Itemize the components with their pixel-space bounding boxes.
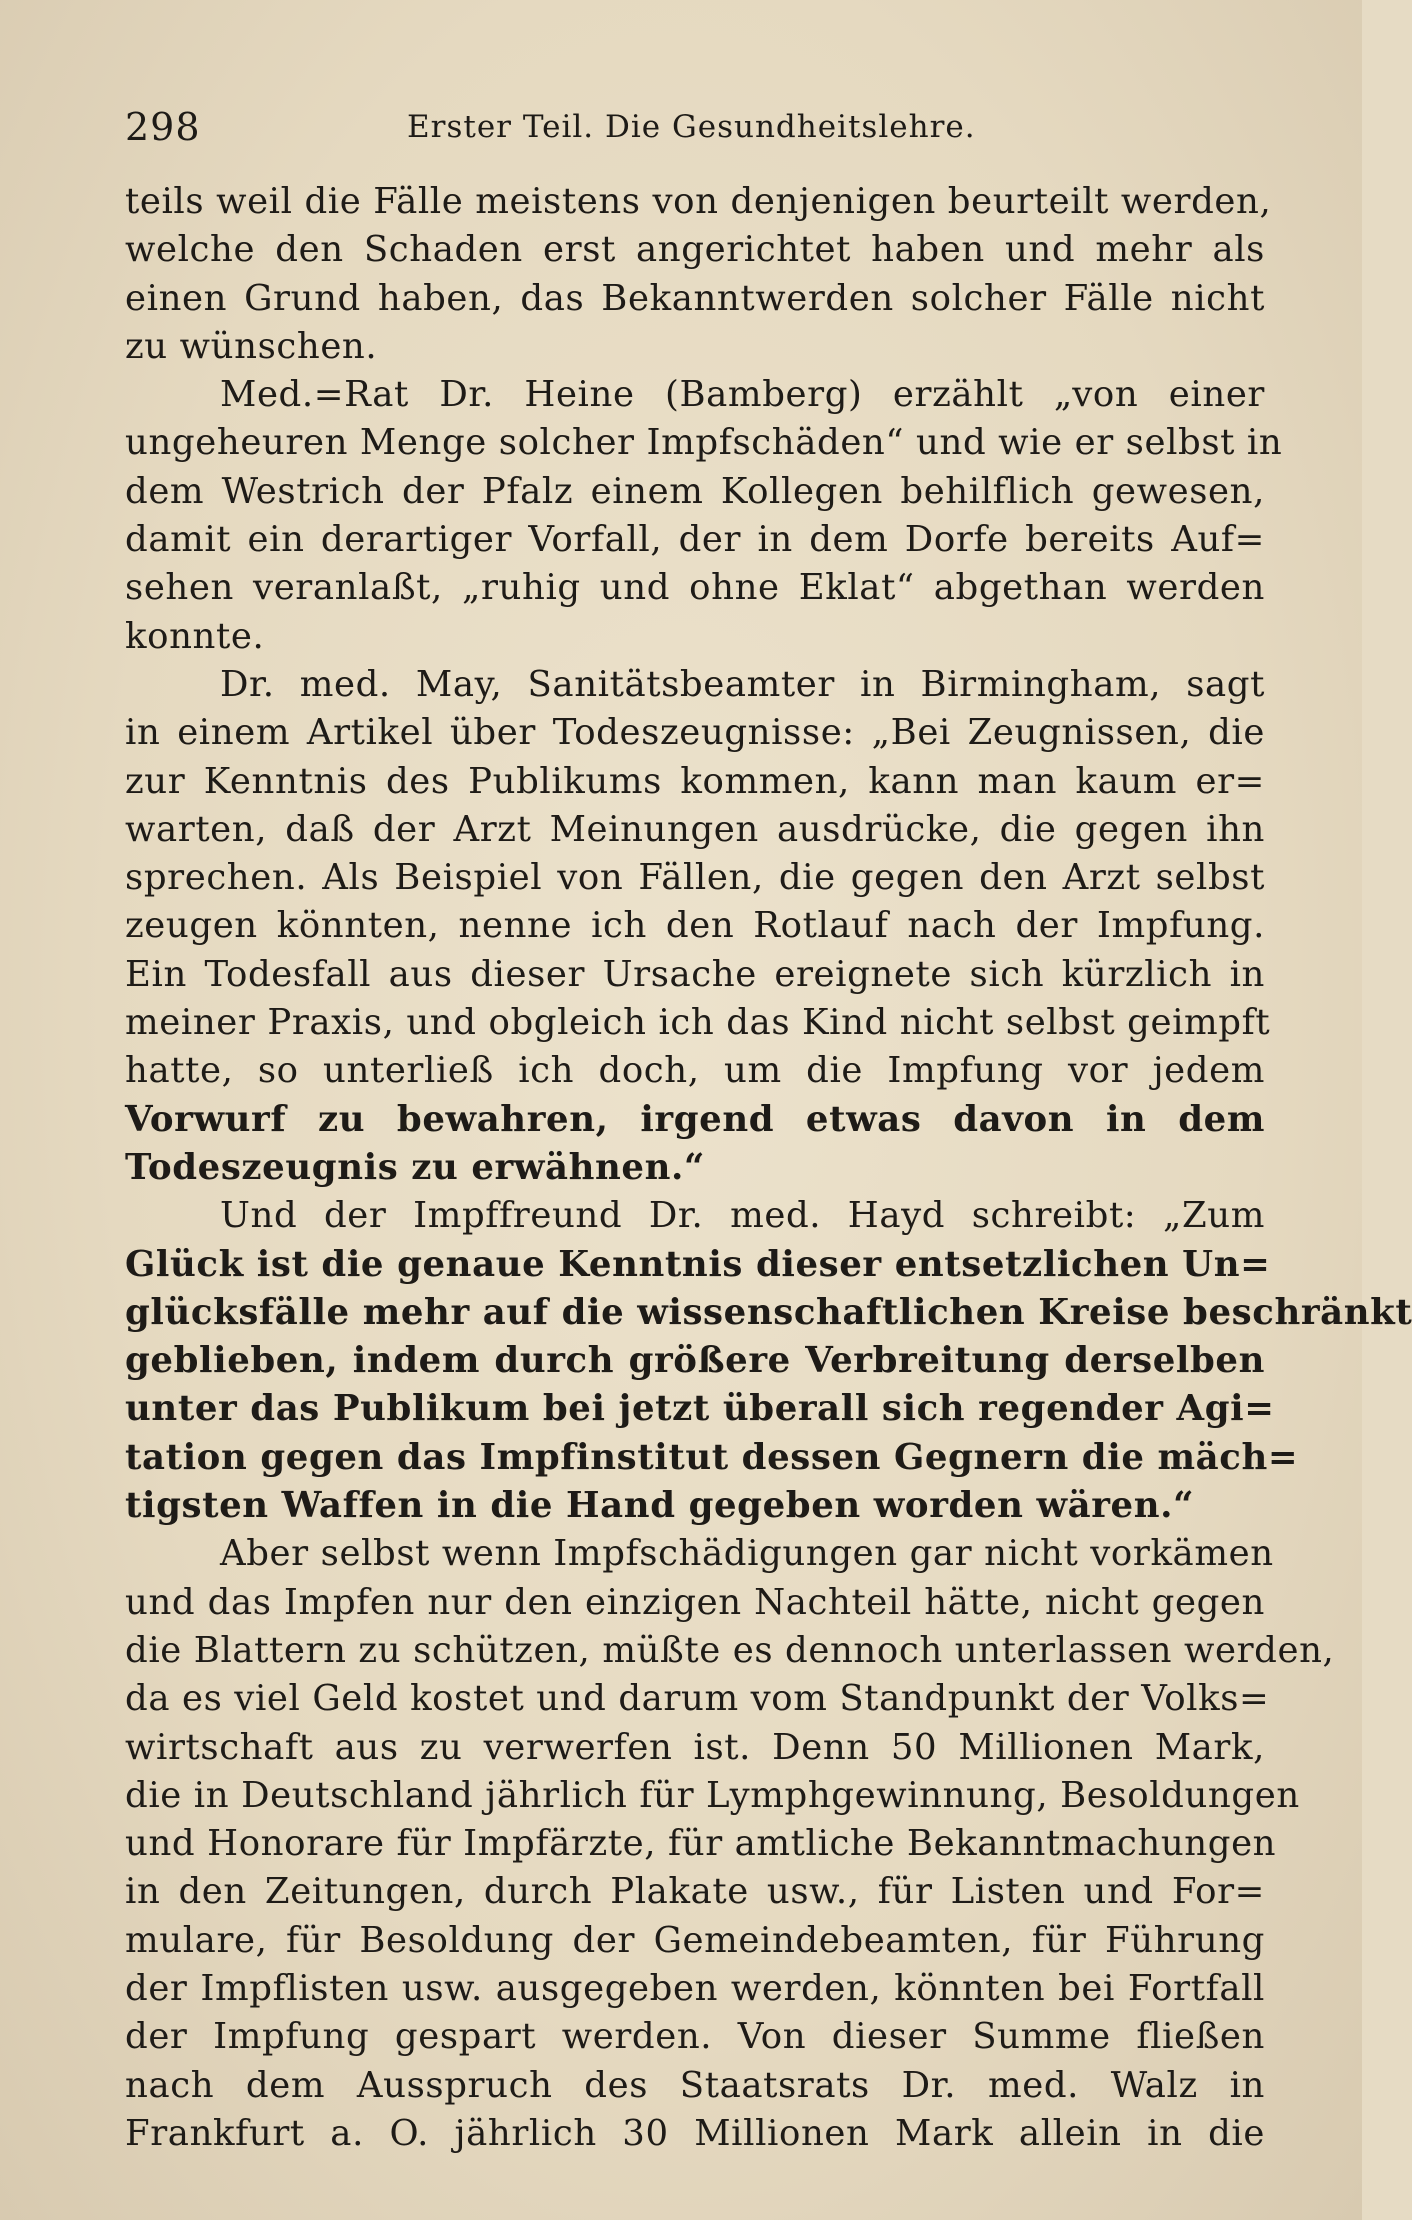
text-line: in einem Artikel über Todeszeugnisse: „Bei Zeugnissen, die [125, 712, 1265, 754]
text-line: geblieben, indem durch größere Verbreitung derselben [125, 1340, 1265, 1382]
text-line: Vorwurf zu bewahren, irgend etwas davon in dem [125, 1098, 1265, 1140]
text-line: Aber selbst wenn Impfschädigungen gar nicht vorkämen [220, 1533, 1274, 1575]
text-line: die in Deutschland jährlich für Lymphgewinnung, Besoldungen [125, 1774, 1300, 1816]
text-line: damit ein derartiger Vorfall, der in dem Dorfe bereits Auf= [125, 519, 1265, 561]
text-line: in den Zeitungen, durch Plakate usw., für Listen und For= [125, 1871, 1265, 1913]
text-line: ungeheuren Menge solcher Impfschäden“ und wie er selbst in [125, 422, 1283, 464]
text-line: zeugen könnten, nenne ich den Rotlauf nach der Impfung. [125, 905, 1265, 947]
text-line: glücksfälle mehr auf die wissenschaftlichen Kreise beschränkt [125, 1291, 1412, 1333]
text-line: Frankfurt a. O. jährlich 30 Millionen Mark allein in die [125, 2112, 1265, 2154]
text-line: mulare, für Besoldung der Gemeindebeamten, für Führung [125, 1919, 1265, 1961]
text-line: nach dem Ausspruch des Staatsrats Dr. med. Walz in [125, 2064, 1265, 2106]
text-line: konnte. [125, 615, 265, 657]
text-line: einen Grund haben, das Bekanntwerden solcher Fälle nicht [125, 277, 1265, 319]
text-line: Glück ist die genaue Kenntnis dieser entsetzlichen Un= [125, 1243, 1271, 1285]
text-line: der Impflisten usw. ausgegeben werden, könnten bei Fortfall [125, 1967, 1265, 2009]
text-line: sehen veranlaßt, „ruhig und ohne Eklat“ abgethan werden [125, 567, 1265, 609]
running-head: Erster Teil. Die Gesundheitslehre. [407, 109, 976, 145]
text-line: der Impfung gespart werden. Von dieser Summe fließen [125, 2016, 1265, 2058]
text-line: hatte, so unterließ ich doch, um die Impfung vor jedem [125, 1050, 1265, 1092]
text-line: Und der Impffreund Dr. med. Hayd schreibt: „Zum [220, 1195, 1265, 1237]
text-line: wirtschaft aus zu verwerfen ist. Denn 50 Millionen Mark, [125, 1726, 1265, 1768]
text-line: Med.=Rat Dr. Heine (Bamberg) erzählt „von einer [220, 374, 1265, 416]
text-line: da es viel Geld kostet und darum vom Standpunkt der Volks= [125, 1678, 1270, 1720]
page-number: 298 [125, 105, 201, 149]
text-line: dem Westrich der Pfalz einem Kollegen behilflich gewesen, [125, 470, 1265, 512]
text-line: welche den Schaden erst angerichtet haben und mehr als [125, 229, 1265, 271]
text-line: Dr. med. May, Sanitätsbeamter in Birmingham, sagt [220, 663, 1265, 705]
text-line: die Blattern zu schützen, müßte es dennoch unterlassen werden, [125, 1629, 1335, 1671]
text-line: warten, daß der Arzt Meinungen ausdrücke, die gegen ihn [125, 808, 1265, 850]
text-line: teils weil die Fälle meistens von denjenigen beurteilt werden, [125, 181, 1272, 222]
text-line: und Honorare für Impfärzte, für amtliche Bekanntmachungen [125, 1823, 1277, 1865]
text-line: und das Impfen nur den einzigen Nachteil hätte, nicht gegen [125, 1581, 1265, 1623]
text-line: zur Kenntnis des Publikums kommen, kann man kaum er= [125, 760, 1265, 802]
text-line: meiner Praxis, und obgleich ich das Kind nicht selbst geimpft [125, 1002, 1271, 1044]
text-line: sprechen. Als Beispiel von Fällen, die gegen den Arzt selbst [125, 857, 1265, 899]
body-text [125, 178, 1412, 2158]
text-line: tigsten Waffen in die Hand gegeben worden wären.“ [125, 1485, 1195, 1527]
text-line: Ein Todesfall aus dieser Ursache ereignete sich kürzlich in [125, 953, 1265, 995]
text-line: unter das Publikum bei jetzt überall sich regender Agi= [125, 1388, 1275, 1430]
text-line: Todeszeugnis zu erwähnen.“ [125, 1146, 706, 1188]
text-line: zu wünschen. [125, 325, 378, 367]
text-line: tation gegen das Impfinstitut dessen Gegnern die mäch= [125, 1436, 1299, 1478]
page-header [125, 102, 1265, 152]
